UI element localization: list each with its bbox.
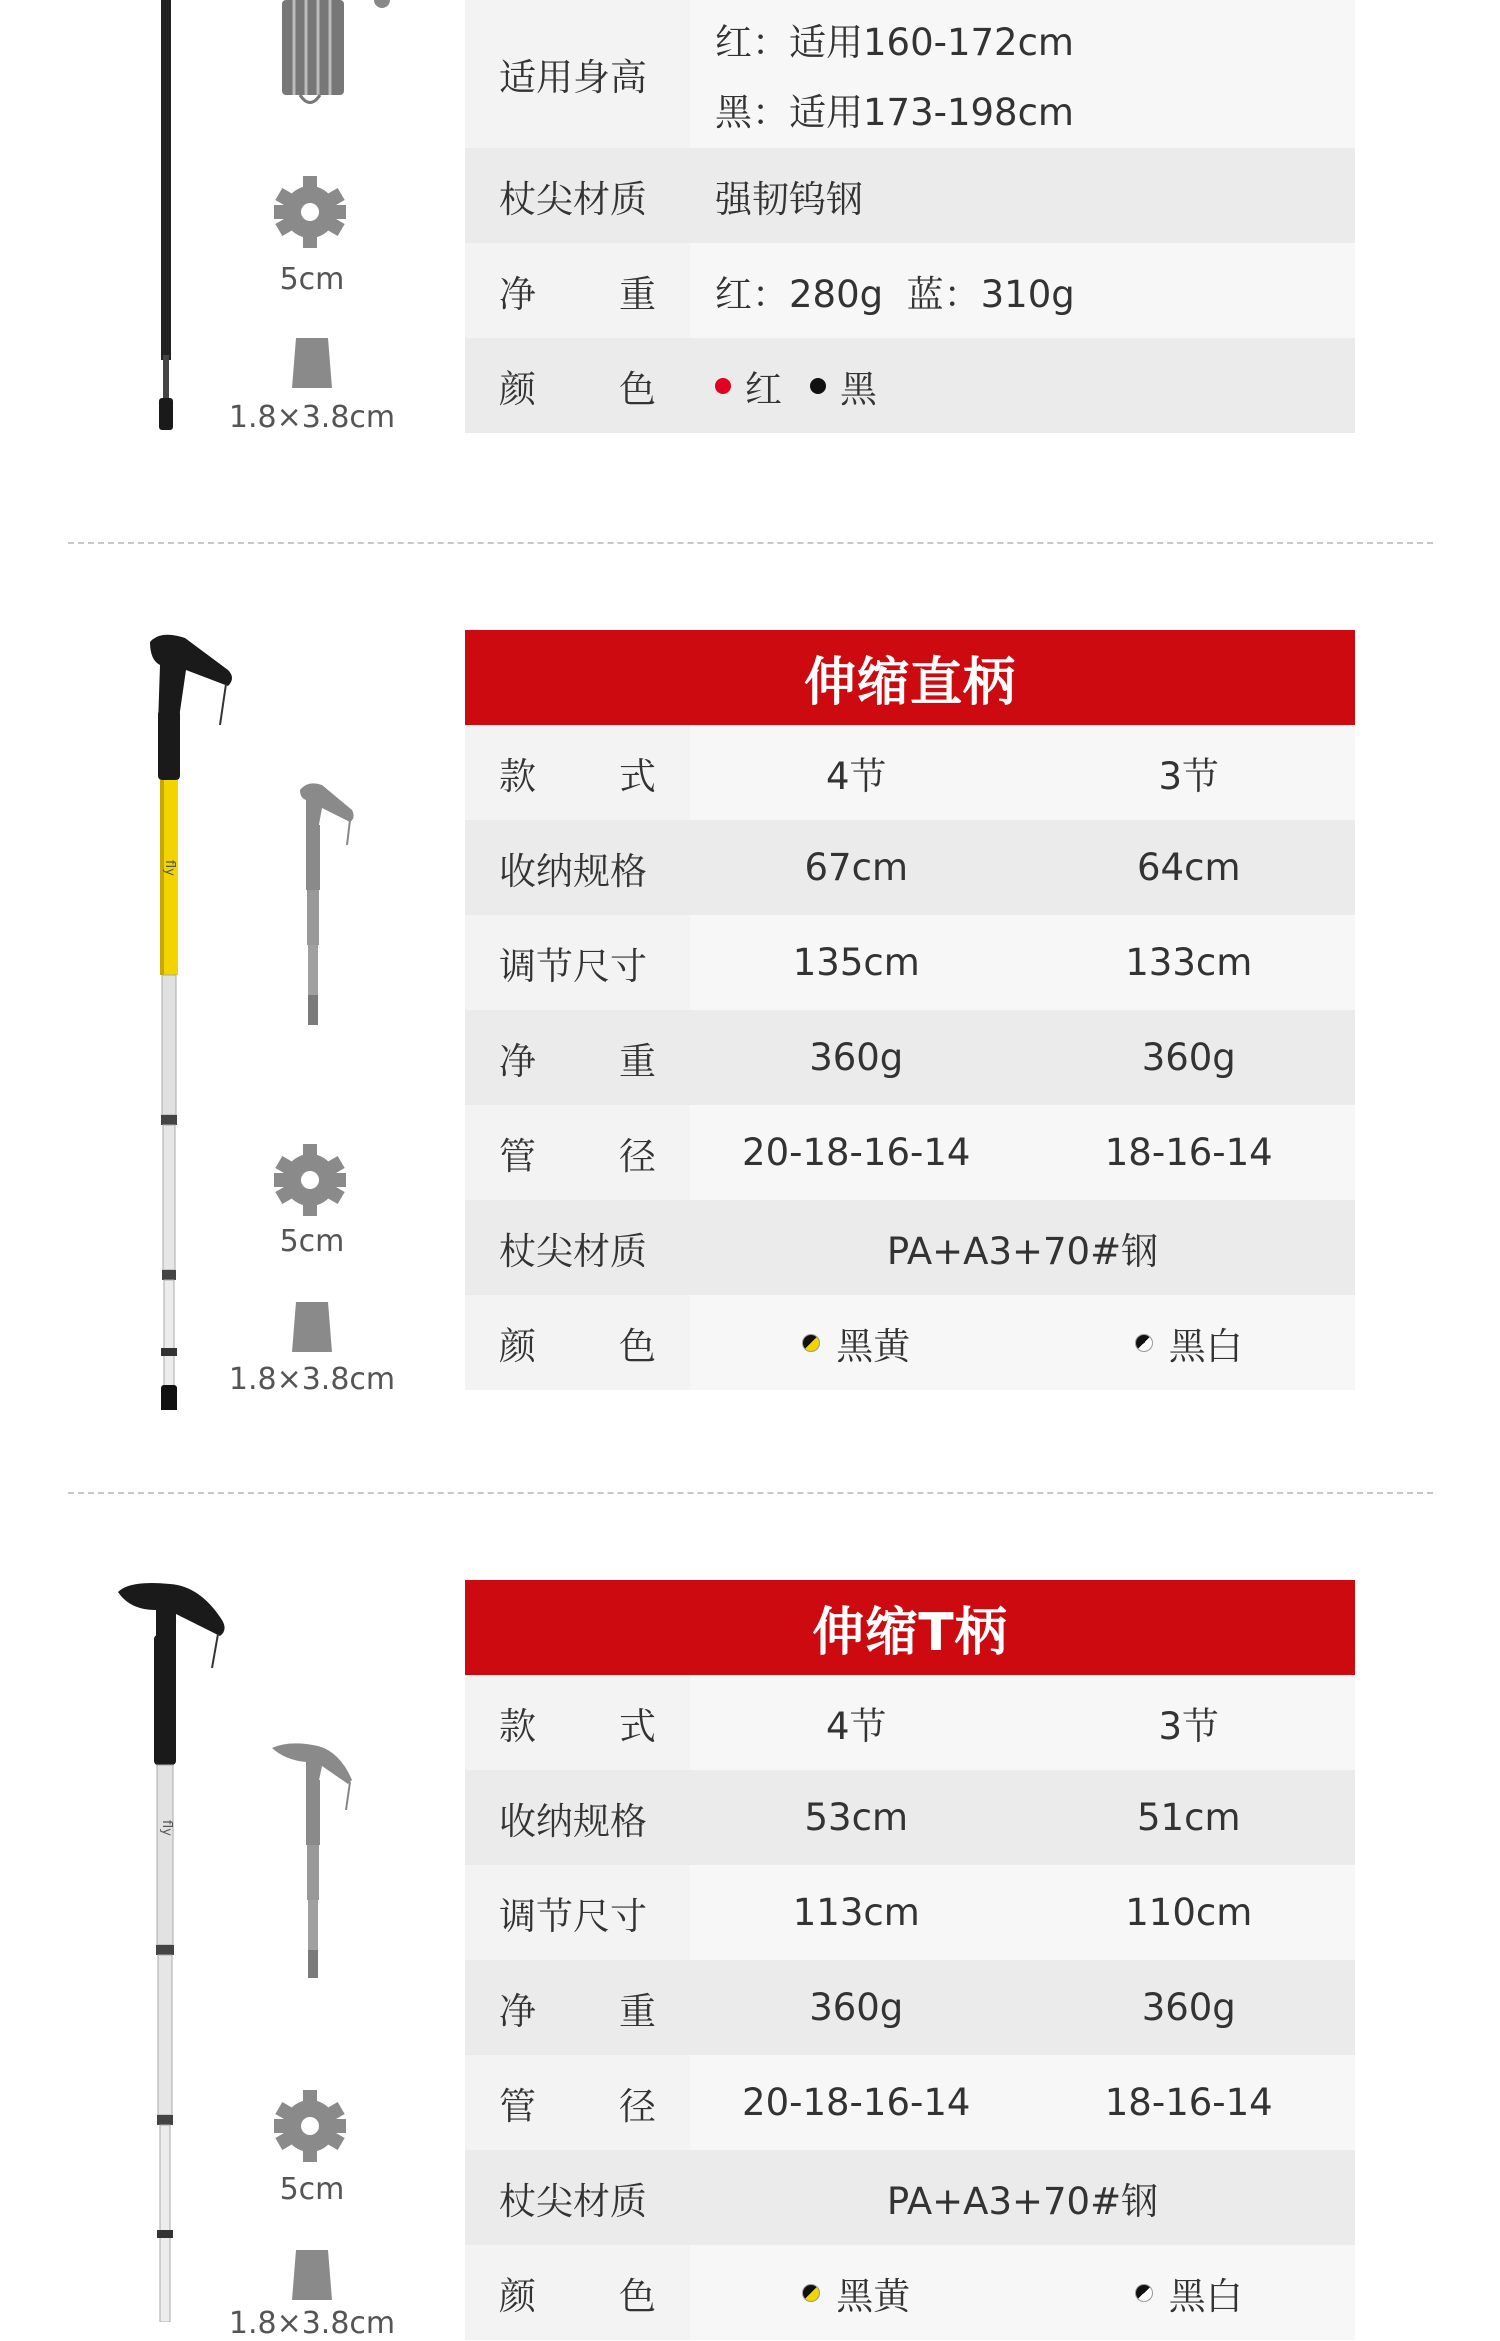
row-label: 颜 色: [465, 338, 690, 433]
row-label: 净 重: [465, 1010, 690, 1105]
row-value: 360g: [690, 1010, 1023, 1105]
table-row-color: [465, 2245, 1355, 2340]
row-label: 杖尖材质: [465, 1200, 690, 1295]
height-red: 红：适用160-172cm: [715, 21, 1074, 64]
row-value: 360g: [690, 1960, 1023, 2055]
table-row-tip-material: [465, 1200, 1355, 1295]
divider: [68, 1492, 1433, 1494]
row-value: 黑白: [1023, 2245, 1356, 2340]
row-value: 黑黄: [690, 2245, 1023, 2340]
row-value: 67cm: [690, 820, 1023, 915]
tip-size-caption: 5cm: [279, 1224, 345, 1259]
row-label: 收纳规格: [465, 820, 690, 915]
row-label: 调节尺寸: [465, 1865, 690, 1960]
rubber-foot-icon: [292, 1302, 332, 1352]
row-value: 51cm: [1023, 1770, 1356, 1865]
table-row-tube-diameter: [465, 2055, 1355, 2150]
row-value: 20-18-16-14: [690, 2055, 1023, 2150]
row-value: 3节: [1023, 1675, 1356, 1770]
row-label: 收纳规格: [465, 1770, 690, 1865]
gear-icon: [274, 176, 346, 248]
tip-size-caption: 5cm: [279, 262, 345, 297]
table-row-adjust-length: [465, 1865, 1355, 1960]
row-value: 53cm: [690, 1770, 1023, 1865]
svg-text:fly: fly: [159, 1820, 174, 1836]
spec-table-3: [465, 1580, 1355, 2340]
row-value: 135cm: [690, 915, 1023, 1010]
black-white-swatch-icon: [1135, 2284, 1153, 2302]
table-row-weight: [465, 1960, 1355, 2055]
row-value: 360g: [1023, 1010, 1356, 1105]
row-value: 64cm: [1023, 820, 1356, 915]
black-white-swatch-icon: [1135, 1334, 1153, 1352]
gear-icon: [274, 2090, 346, 2162]
pole-illustration-2: [0, 630, 440, 1410]
black-dot-icon: [810, 378, 826, 394]
gear-icon: [274, 1144, 346, 1216]
svg-text:fly: fly: [162, 860, 177, 876]
table-row-color: [465, 1295, 1355, 1390]
row-label: 杖尖材质: [465, 2150, 690, 2245]
row-value: 黑白: [1023, 1295, 1356, 1390]
row-value: 红：280g 蓝：310g: [690, 243, 1355, 338]
row-label: 管 径: [465, 1105, 690, 1200]
row-label: 杖尖材质: [465, 148, 690, 243]
row-label: 净 重: [465, 1960, 690, 2055]
table-row-style: [465, 1675, 1355, 1770]
row-label: 调节尺寸: [465, 915, 690, 1010]
row-label: 颜 色: [465, 1295, 690, 1390]
row-value: PA+A3+70#钢: [690, 1200, 1355, 1295]
row-value: PA+A3+70#钢: [690, 2150, 1355, 2245]
table-title: 伸缩直柄: [465, 630, 1355, 725]
table-title: 伸缩T柄: [465, 1580, 1355, 1675]
table-row-tube-diameter: [465, 1105, 1355, 1200]
color-black: 黑: [840, 367, 877, 411]
row-value: 3节: [1023, 725, 1356, 820]
row-value: [690, 0, 1355, 148]
rubber-foot-icon: [292, 338, 332, 388]
black-yellow-swatch-icon: [802, 2284, 820, 2302]
spec-section-1: [0, 0, 1500, 480]
spec-section-2: [0, 630, 1500, 1410]
row-value: 110cm: [1023, 1865, 1356, 1960]
spec-table-2: [465, 630, 1355, 1390]
table-row-adjust-length: [465, 915, 1355, 1010]
red-dot-icon: [715, 378, 731, 394]
table-row-folded-length: [465, 1770, 1355, 1865]
height-black: 黑：适用173-198cm: [715, 91, 1074, 134]
spec-table-1: [465, 0, 1355, 433]
table-row-weight: [465, 1010, 1355, 1105]
row-value: 黑黄: [690, 1295, 1023, 1390]
foot-size-caption: 1.8×3.8cm: [228, 400, 396, 435]
row-label: 款 式: [465, 725, 690, 820]
row-value: 4节: [690, 725, 1023, 820]
foot-size-caption: 1.8×3.8cm: [228, 1362, 396, 1397]
row-value: 113cm: [690, 1865, 1023, 1960]
row-label: 颜 色: [465, 2245, 690, 2340]
table-row-height: [465, 0, 1355, 148]
foot-size-caption: 1.8×3.8cm: [228, 2306, 396, 2341]
divider: [68, 542, 1433, 544]
black-yellow-swatch-icon: [802, 1334, 820, 1352]
tip-size-caption: 5cm: [279, 2172, 345, 2207]
row-value: 20-18-16-14: [690, 1105, 1023, 1200]
row-value: 360g: [1023, 1960, 1356, 2055]
table-row-weight: [465, 243, 1355, 338]
row-value: 18-16-14: [1023, 1105, 1356, 1200]
row-value: 4节: [690, 1675, 1023, 1770]
row-label: 净 重: [465, 243, 690, 338]
rubber-foot-icon: [292, 2250, 332, 2300]
row-label: 适用身高: [465, 0, 690, 148]
table-row-style: [465, 725, 1355, 820]
row-value: 133cm: [1023, 915, 1356, 1010]
table-row-color: [465, 338, 1355, 433]
color-red: 红: [745, 367, 782, 411]
table-row-tip-material: [465, 2150, 1355, 2245]
row-value: [690, 338, 1355, 433]
row-label: 管 径: [465, 2055, 690, 2150]
row-value: 强韧钨钢: [690, 148, 1355, 243]
table-row-folded-length: [465, 820, 1355, 915]
pole-illustration-3: [0, 1580, 440, 2322]
row-label: 款 式: [465, 1675, 690, 1770]
table-row-tip-material: [465, 148, 1355, 243]
spec-section-3: [0, 1580, 1500, 2341]
row-value: 18-16-14: [1023, 2055, 1356, 2150]
